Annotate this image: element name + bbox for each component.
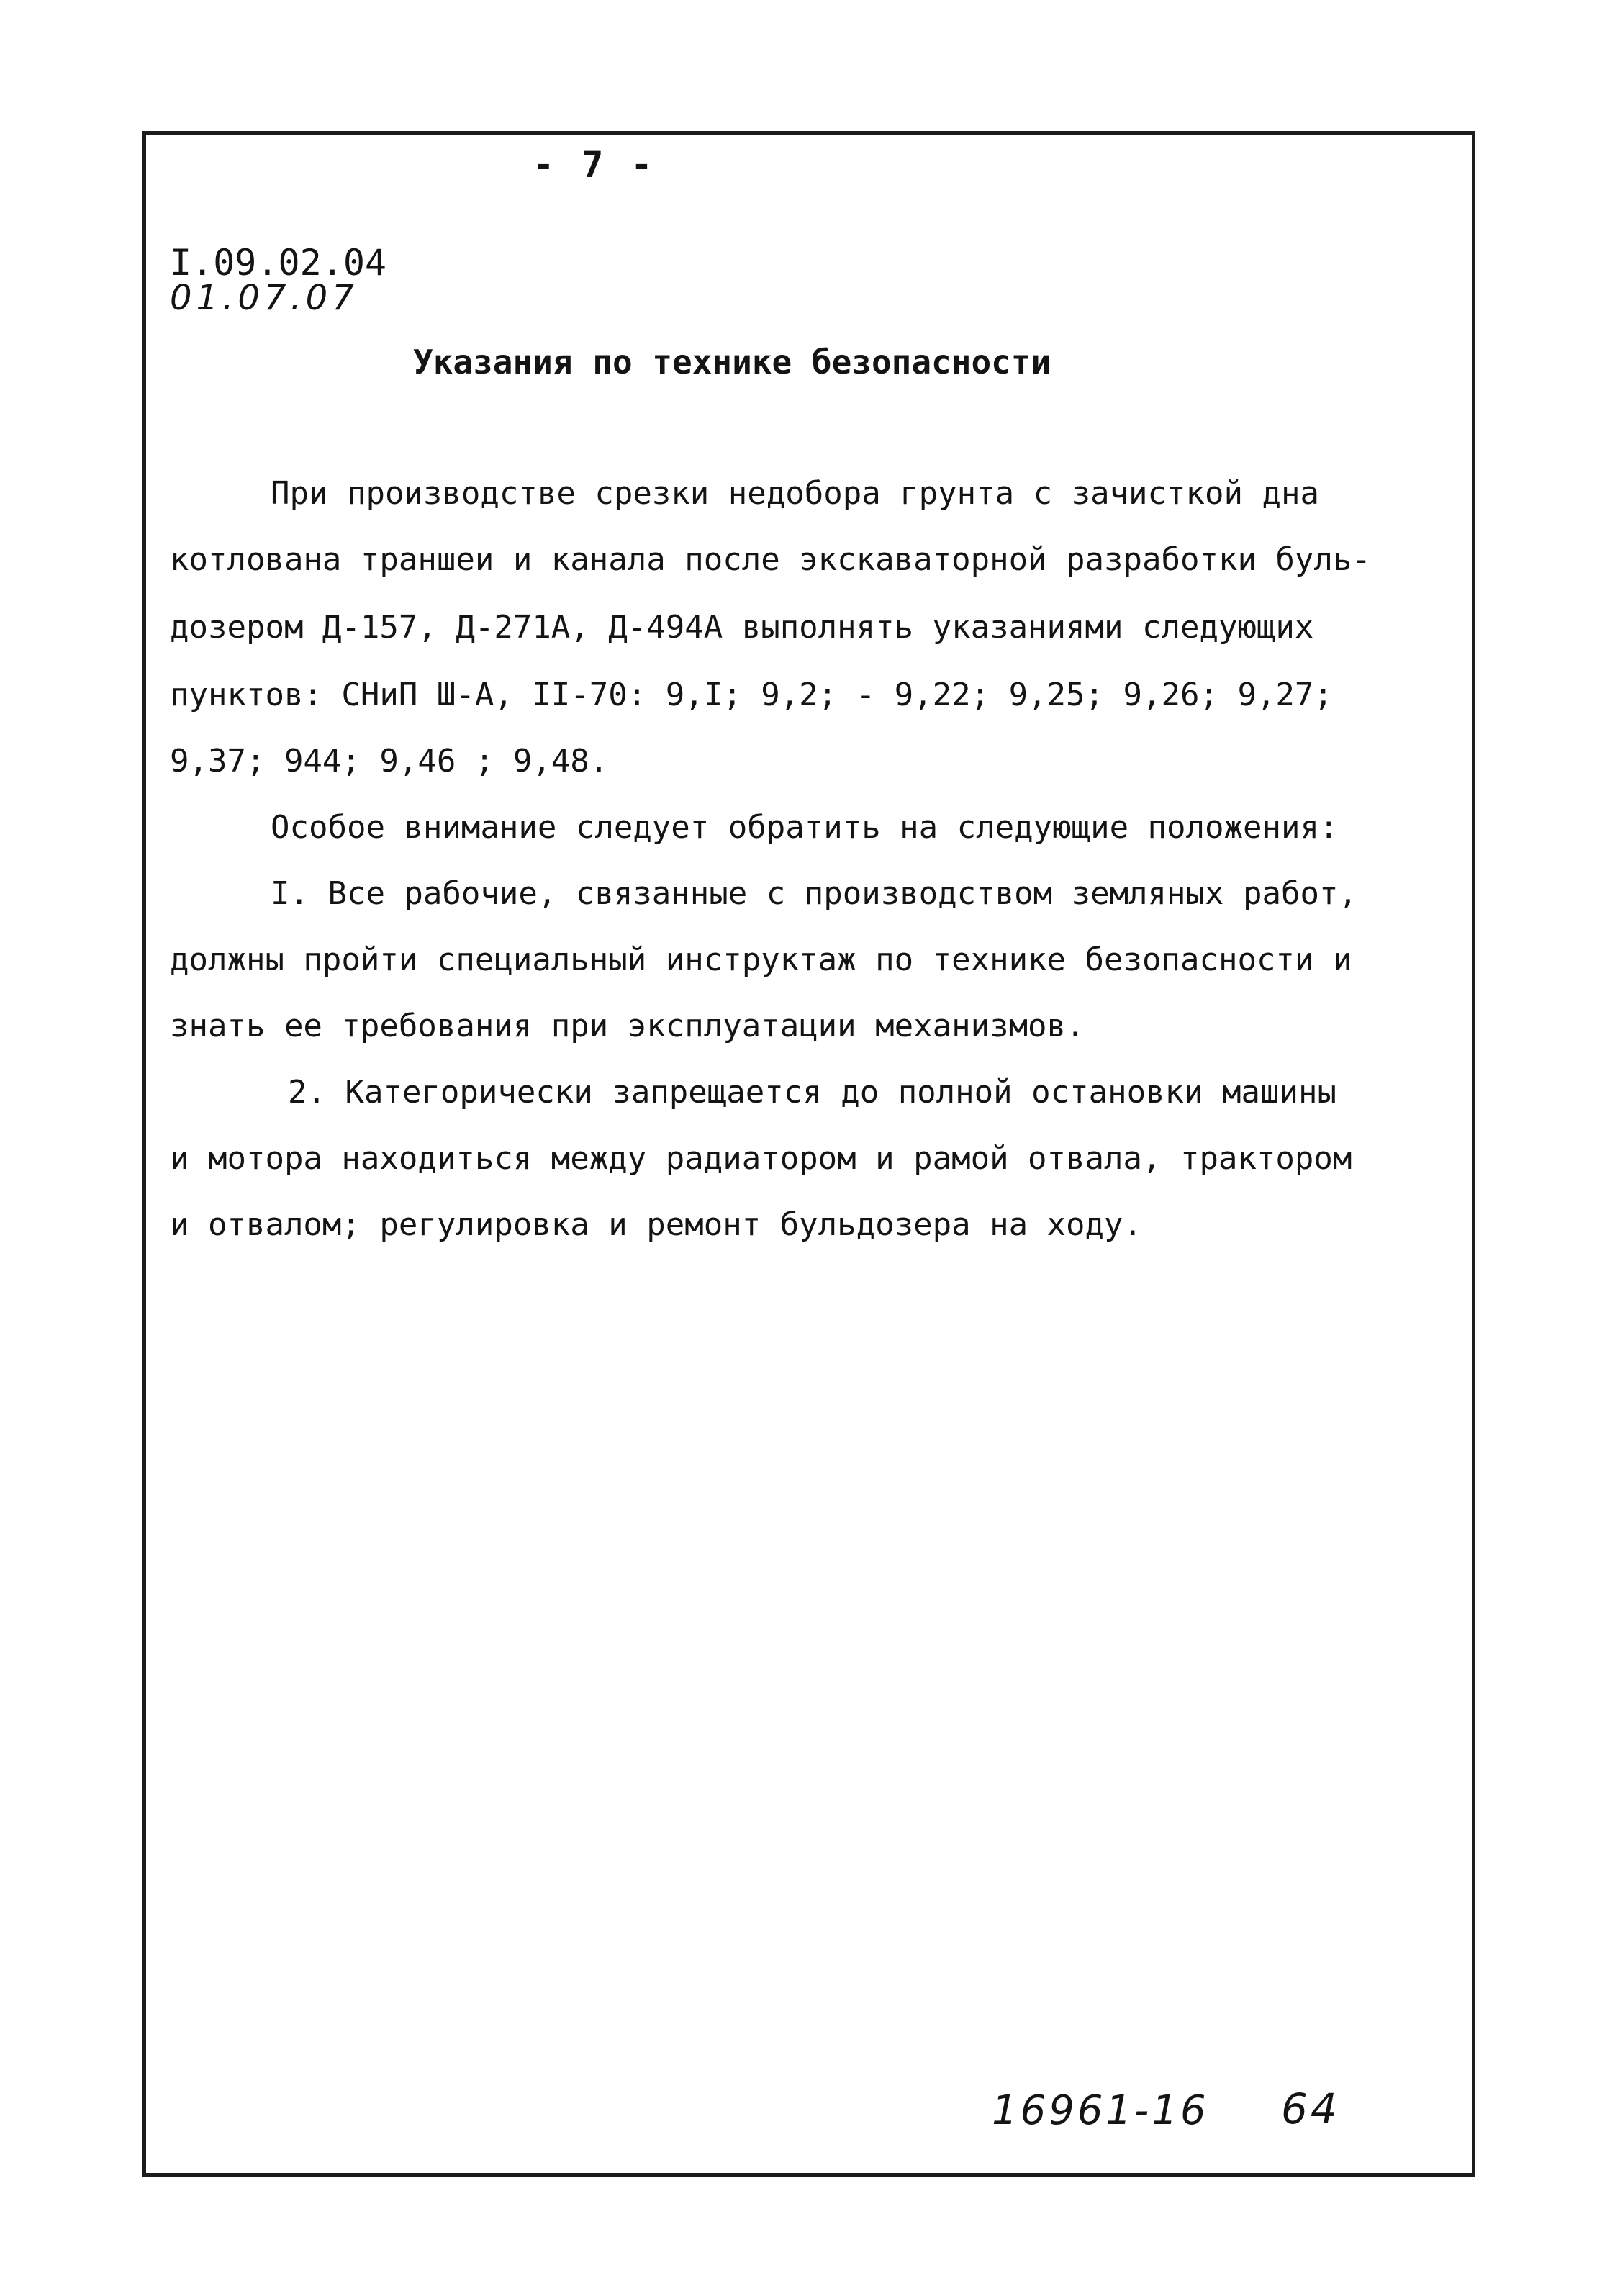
item-1-line-1: I. Все рабочие, связанные с производством земляных работ, bbox=[271, 875, 1357, 912]
paragraph-1-line-4: пунктов: СНиП Ш-А, II-70: 9,I; 9,2; - 9,22; 9,25; 9,26; 9,27; bbox=[170, 677, 1333, 713]
paragraph-2-line-1: Особое внимание следует обратить на следующие положения: bbox=[271, 809, 1339, 846]
item-2-line-2: и мотора находиться между радиатором и рамой отвала, трактором bbox=[170, 1140, 1352, 1177]
section-title: Указания по технике безопасности bbox=[413, 343, 1051, 381]
document-date: 01.07.07 bbox=[170, 278, 358, 318]
footer-document-code: 16961-16 bbox=[992, 2087, 1209, 2134]
paragraph-1-line-2: котлована траншеи и канала после экскаваторной разработки буль- bbox=[170, 541, 1371, 578]
item-1-line-3: знать ее требования при эксплуатации механизмов. bbox=[170, 1008, 1085, 1044]
item-2-line-1: 2. Категорически запрещается до полной остановки машины bbox=[288, 1074, 1336, 1111]
paragraph-1-line-3: дозером Д-157, Д-271А, Д-494А выполнять указаниями следующих bbox=[170, 609, 1314, 646]
item-1-line-2: должны пройти специальный инструктаж по технике безопасности и bbox=[170, 941, 1352, 978]
document-code: I.09.02.04 bbox=[170, 242, 387, 284]
paragraph-1-line-5: 9,37; 944; 9,46 ; 9,48. bbox=[170, 743, 609, 779]
paragraph-1-line-1: При производстве срезки недобора грунта с зачисткой дна bbox=[271, 475, 1319, 512]
item-2-line-3: и отвалом; регулировка и ремонт бульдозера на ходу. bbox=[170, 1206, 1143, 1243]
footer-sheet-number: 64 bbox=[1281, 2084, 1340, 2133]
page-number: - 7 - bbox=[533, 144, 656, 186]
